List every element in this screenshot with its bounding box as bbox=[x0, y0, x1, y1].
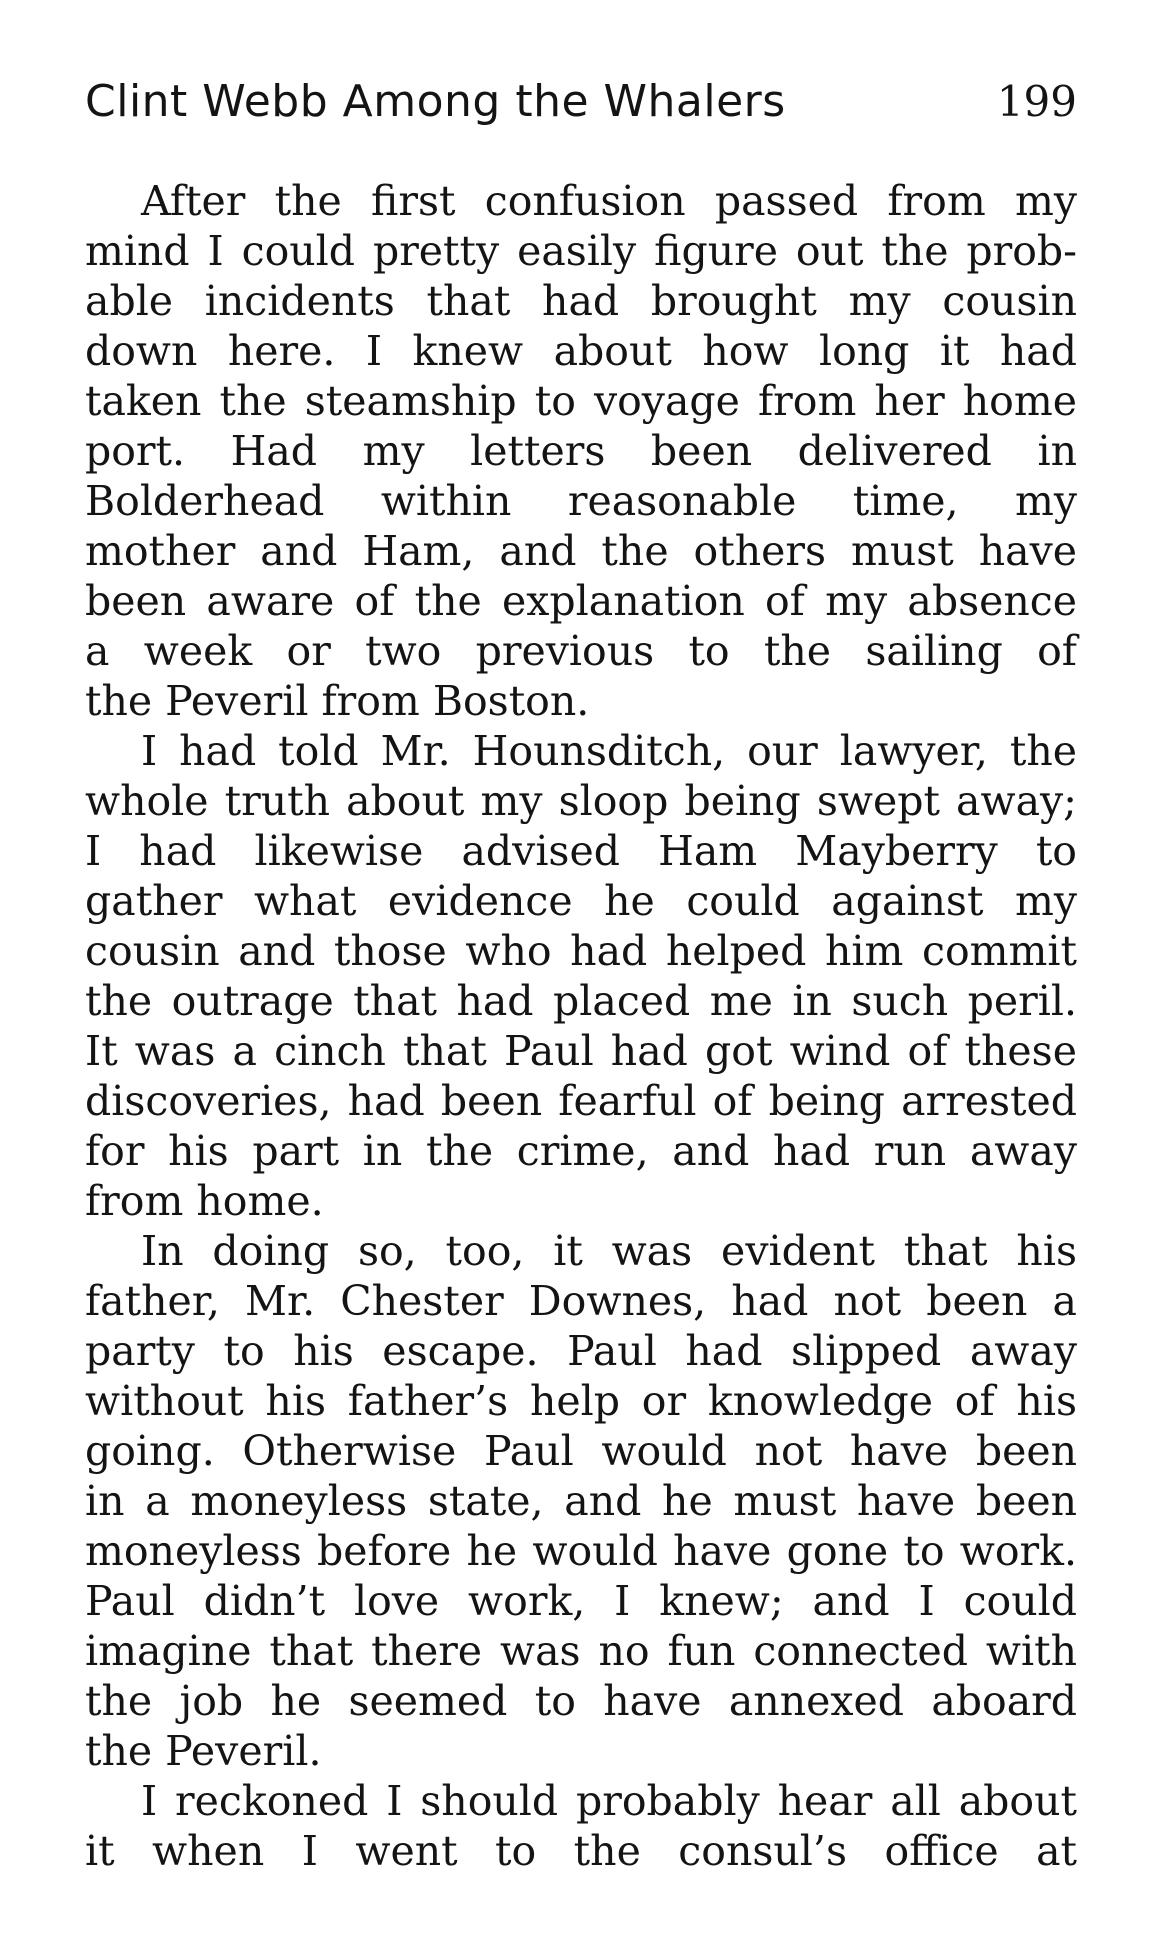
text-line: whole truth about my sloop being swept away; bbox=[85, 777, 1077, 825]
text-line: taken the steamship to voyage from her home bbox=[85, 377, 1077, 425]
body-text bbox=[85, 176, 1077, 1876]
text-line: After the first confusion passed from my bbox=[141, 177, 1077, 225]
text-line: without his father’s help or knowledge of his bbox=[85, 1377, 1077, 1425]
text-line: Bolderhead within reasonable time, my bbox=[85, 477, 1077, 525]
text-line: In doing so, too, it was evident that his bbox=[141, 1227, 1077, 1275]
text-line: in a moneyless state, and he must have been bbox=[85, 1477, 1077, 1525]
paragraph bbox=[85, 726, 1077, 1226]
text-line: It was a cinch that Paul had got wind of these bbox=[85, 1027, 1077, 1075]
text-line: the Peveril from Boston. bbox=[85, 677, 590, 725]
text-line: discoveries, had been fearful of being arrested bbox=[85, 1077, 1077, 1125]
text-line: cousin and those who had helped him commit bbox=[85, 927, 1077, 975]
text-line: party to his escape. Paul had slipped away bbox=[85, 1327, 1077, 1375]
text-line: I had likewise advised Ham Mayberry to bbox=[85, 827, 1077, 875]
paragraph bbox=[85, 1226, 1077, 1776]
text-line: gather what evidence he could against my bbox=[85, 877, 1077, 925]
text-line: been aware of the explanation of my absence bbox=[85, 577, 1077, 625]
text-line: I had told Mr. Hounsditch, our lawyer, the bbox=[141, 727, 1077, 775]
text-line: mind I could pretty easily figure out the prob- bbox=[85, 227, 1077, 275]
paragraph bbox=[85, 1776, 1077, 1876]
text-line: going. Otherwise Paul would not have been bbox=[85, 1427, 1077, 1475]
text-line: a week or two previous to the sailing of bbox=[85, 627, 1077, 675]
text-line: father, Mr. Chester Downes, had not been a bbox=[85, 1277, 1077, 1325]
running-head bbox=[85, 72, 1077, 132]
text-line: mother and Ham, and the others must have bbox=[85, 527, 1077, 575]
text-line: for his part in the crime, and had run away bbox=[85, 1127, 1077, 1175]
paragraph bbox=[85, 176, 1077, 726]
text-line: the job he seemed to have annexed aboard bbox=[85, 1677, 1077, 1725]
page-number: 199 bbox=[996, 77, 1077, 126]
text-line: the Peveril. bbox=[85, 1727, 322, 1775]
text-line: able incidents that had brought my cousin bbox=[85, 277, 1077, 325]
text-line: I reckoned I should probably hear all about bbox=[141, 1777, 1077, 1825]
text-line: it when I went to the consul’s office at bbox=[85, 1827, 1077, 1875]
text-line: Paul didn’t love work, I knew; and I could bbox=[85, 1577, 1077, 1625]
text-line: imagine that there was no fun connected with bbox=[85, 1627, 1077, 1675]
text-line: from home. bbox=[85, 1177, 324, 1225]
text-line: port. Had my letters been delivered in bbox=[85, 427, 1077, 475]
text-line: down here. I knew about how long it had bbox=[85, 327, 1077, 375]
running-title: Clint Webb Among the Whalers bbox=[85, 76, 786, 127]
text-line: the outrage that had placed me in such peril. bbox=[85, 977, 1077, 1025]
text-line: moneyless before he would have gone to work. bbox=[85, 1527, 1077, 1575]
